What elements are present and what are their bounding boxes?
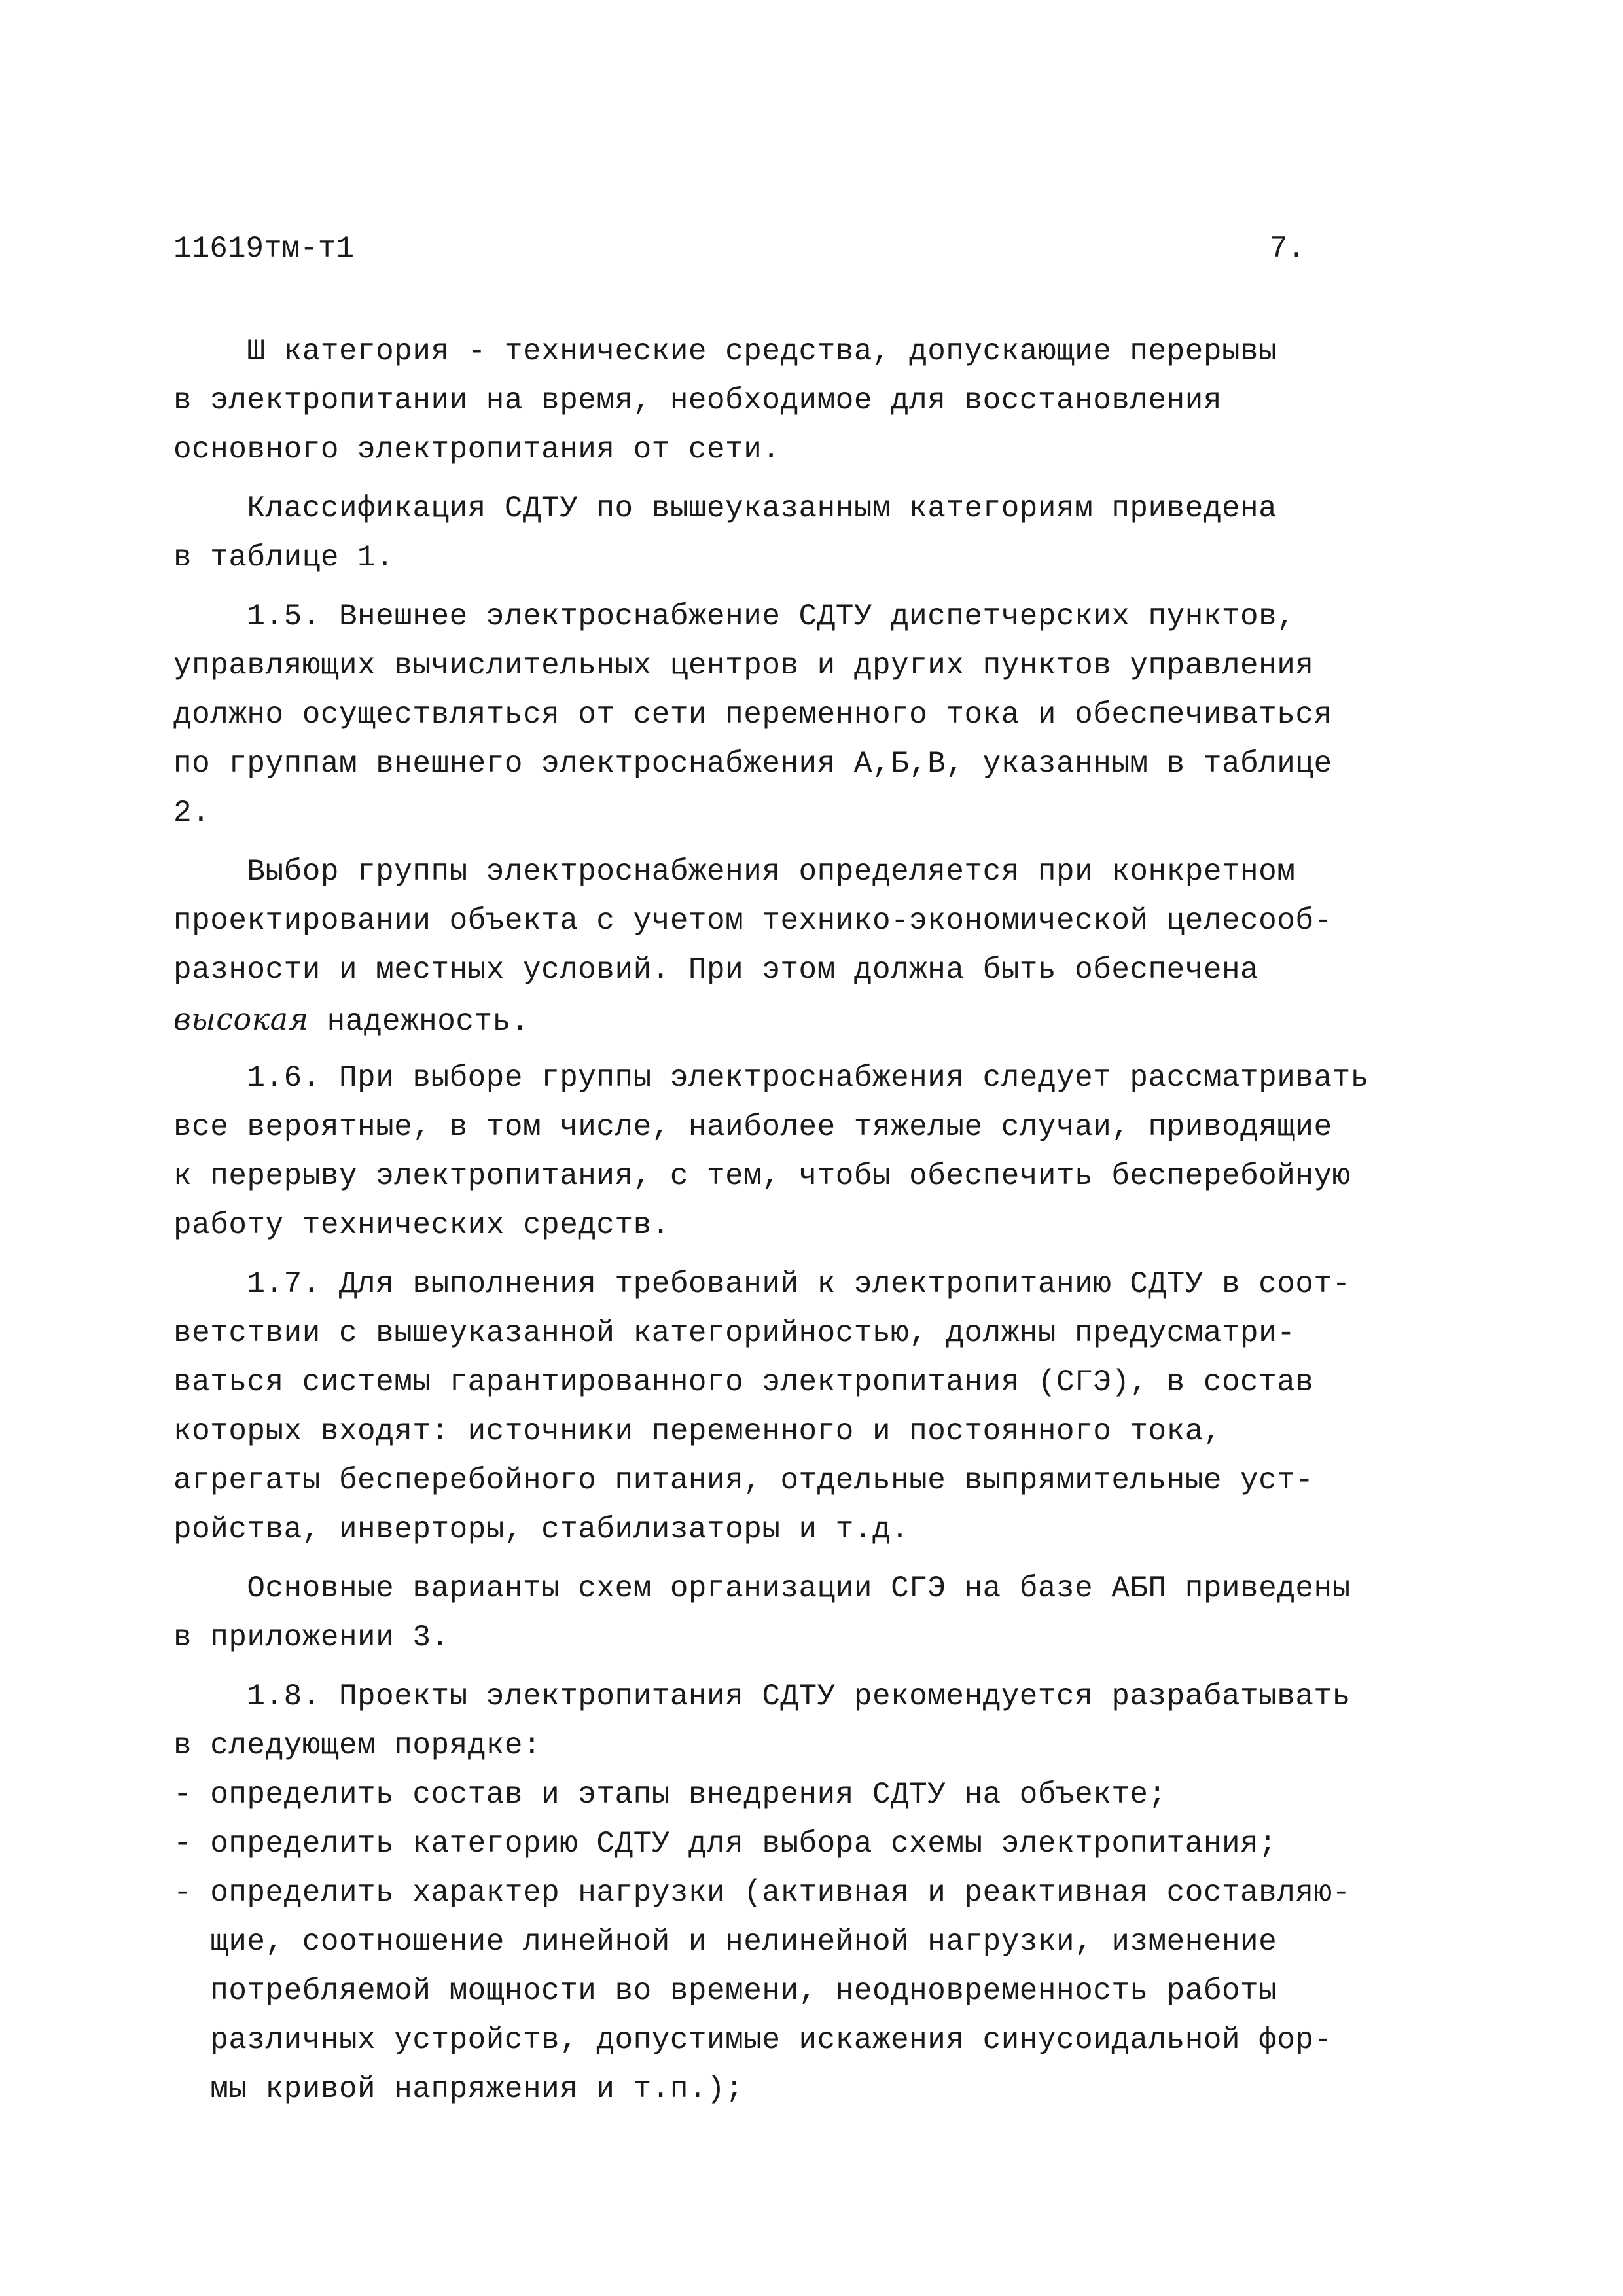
text-line: все вероятные, в том числе, наиболее тяжелые случаи, приводящие — [173, 1110, 1332, 1144]
list-item: - определить категорию СДТУ для выбора схемы электропитания; — [173, 1827, 1277, 1861]
body-text — [173, 327, 1482, 2114]
paragraph-classification — [173, 484, 1482, 583]
text-line: Классификация СДТУ по вышеуказанным категориям приведена — [173, 492, 1277, 526]
handwritten-insert: высокая — [173, 1001, 309, 1037]
paragraph-1-8 — [173, 1672, 1482, 2114]
text-line: должно осуществляться от сети переменного тока и обеспечиваться — [173, 698, 1332, 732]
text-line: агрегаты бесперебойного питания, отдельные выпрямительные уст- — [173, 1463, 1314, 1498]
text-line: управляющих вычислительных центров и других пунктов управления — [173, 649, 1314, 683]
document-code: 11619тм-т1 — [173, 232, 355, 266]
text-line: 1.6. При выборе группы электроснабжения следует рассматривать — [173, 1061, 1369, 1095]
list-item: - определить характер нагрузки (активная и реактивная составляю- — [173, 1876, 1351, 1910]
text-line: ветствии с вышеуказанной категорийностью, должны предусматри- — [173, 1316, 1296, 1350]
list-item-continuation: различных устройств, допустимые искажения синусоидальной фор- — [173, 2023, 1332, 2057]
text-line-rest: надежность. — [308, 1005, 529, 1039]
list-item: - определить состав и этапы внедрения СДТУ на объекте; — [173, 1778, 1167, 1812]
paragraph-category-3 — [173, 327, 1482, 475]
text-line: 2. — [173, 796, 211, 830]
paragraph-1-5 — [173, 592, 1482, 838]
paragraph-sge-variants — [173, 1564, 1482, 1662]
text-line: в следующем порядке: — [173, 1729, 542, 1763]
text-line: основного электропитания от сети. — [173, 433, 781, 467]
text-line: ваться системы гарантированного электропитания (СГЭ), в состав — [173, 1365, 1314, 1399]
list-item-continuation: мы кривой напряжения и т.п.); — [173, 2072, 744, 2106]
text-line: ройства, инверторы, стабилизаторы и т.д. — [173, 1513, 910, 1547]
page-header — [173, 226, 1306, 272]
text-line: в электропитании на время, необходимое для восстановления — [173, 384, 1222, 418]
list-item-continuation: потребляемой мощности во времени, неодновременность работы — [173, 1974, 1277, 2008]
text-line: Ш категория - технические средства, допускающие перерывы — [173, 334, 1277, 368]
text-line: 1.8. Проекты электропитания СДТУ рекомендуется разрабатывать — [173, 1679, 1351, 1713]
text-line: Основные варианты схем организации СГЭ на базе АБП приведены — [173, 1571, 1351, 1605]
paragraph-supply-group — [173, 848, 1482, 1044]
paragraph-1-7 — [173, 1260, 1482, 1554]
text-line: работу технических средств. — [173, 1208, 670, 1242]
list-item-continuation: щие, соотношение линейной и нелинейной нагрузки, изменение — [173, 1925, 1277, 1959]
text-line: 1.5. Внешнее электроснабжение СДТУ диспетчерских пунктов, — [173, 600, 1296, 634]
text-line: 1.7. Для выполнения требований к электропитанию СДТУ в соот- — [173, 1267, 1351, 1301]
text-line: в таблице 1. — [173, 541, 395, 575]
text-line: которых входят: источники переменного и постоянного тока, — [173, 1414, 1222, 1448]
page-number: 7. — [1269, 232, 1306, 266]
text-line: по группам внешнего электроснабжения А,Б,В, указанным в таблице — [173, 747, 1332, 781]
paragraph-1-6 — [173, 1054, 1482, 1250]
text-line: к перерыву электропитания, с тем, чтобы обеспечить бесперебойную — [173, 1159, 1351, 1193]
text-line: Выбор группы электроснабжения определяется при конкретном — [173, 855, 1296, 889]
text-line: проектировании объекта с учетом технико-экономической целесооб- — [173, 904, 1332, 938]
text-line: в приложении 3. — [173, 1621, 450, 1655]
text-line — [173, 995, 1482, 1044]
text-line: разности и местных условий. При этом должна быть обеспечена — [173, 953, 1259, 987]
